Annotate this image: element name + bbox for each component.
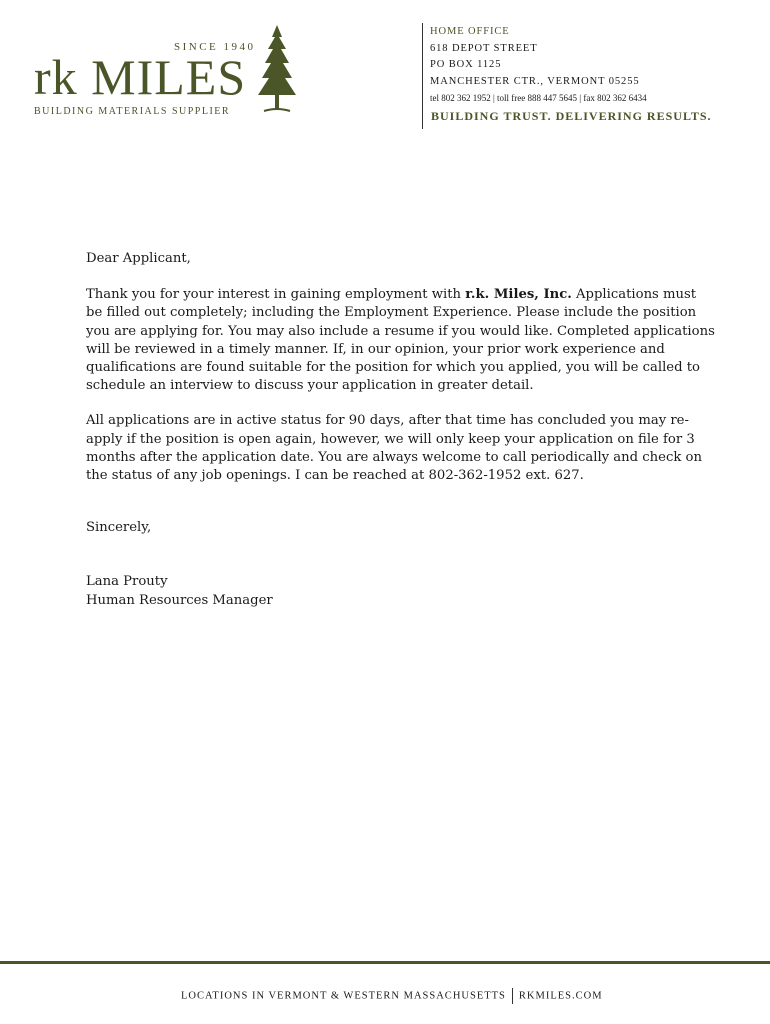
company-name: r.k. Miles, Inc. (465, 287, 572, 303)
address-city: MANCHESTER CTR., VERMONT 05255 (430, 75, 640, 87)
address-heading: HOME OFFICE (430, 26, 510, 37)
address-pobox: PO BOX 1125 (430, 59, 502, 70)
logo-since: SINCE 1940 (174, 41, 256, 53)
closing: Sincerely, (86, 520, 152, 536)
company-logo (34, 22, 304, 122)
address-contact: tel 802 362 1952 | toll free 888 447 5645 | fax 802 362 6434 (430, 93, 647, 103)
footer-locations: LOCATIONS IN VERMONT & WESTERN MASSACHUSETTS (181, 990, 506, 1002)
footer-website-link[interactable]: RKMILES.COM (518, 990, 603, 1002)
header-divider (422, 23, 423, 129)
paragraph-intro-rest: Applications must be filled out completely; including the Employment Experience. Please include the position you are applying for. You may also include a resume if you would like. Completed applications will be reviewed in a timely manner. If, in our opinion, your prior work experience and qualifications are found suitable for the position for which you applied, you will be called to schedule an interview to discuss your application in greater detail. (86, 287, 715, 394)
footer-separator (512, 988, 513, 1004)
logo-brand: rk MILES (34, 49, 247, 105)
footer-rule (0, 961, 770, 964)
signer-title: Human Resources Manager (86, 592, 273, 608)
pine-tree-icon (256, 25, 298, 117)
paragraph-intro (86, 286, 716, 395)
salutation: Dear Applicant, (86, 251, 191, 266)
signer-name: Lana Prouty (86, 574, 168, 590)
paragraph-intro-start: Thank you for your interest in gaining employment with (86, 287, 466, 303)
company-motto: BUILDING TRUST. DELIVERING RESULTS. (431, 109, 712, 123)
logo-tagline: BUILDING MATERIALS SUPPLIER (34, 106, 231, 117)
office-address (430, 24, 647, 107)
paragraph-status: All applications are in active status for 90 days, after that time has concluded you may re-apply if the position is open again, however, we will only keep your application on file for 3 months after the application date. You are always welcome to call periodically and check on the status of any job openings. I can be reached at 802-362-1952 ext. 627. (86, 413, 702, 484)
footer (181, 988, 603, 1004)
letter-body (86, 250, 716, 610)
address-street: 618 DEPOT STREET (430, 42, 538, 54)
